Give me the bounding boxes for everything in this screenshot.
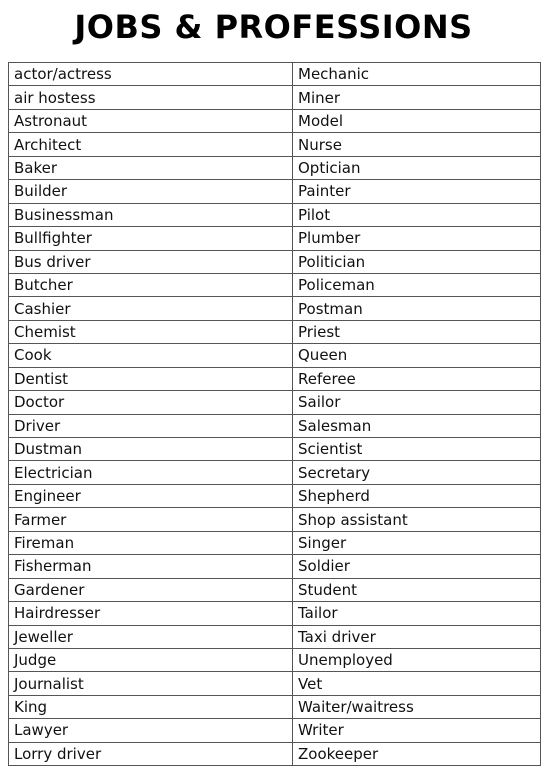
profession-cell-left: Engineer bbox=[9, 484, 293, 507]
profession-cell-right: Writer bbox=[293, 719, 541, 742]
profession-cell-left: Journalist bbox=[9, 672, 293, 695]
table-row bbox=[9, 391, 541, 414]
profession-cell-right: Policeman bbox=[293, 273, 541, 296]
profession-cell-right: Salesman bbox=[293, 414, 541, 437]
profession-cell-right: Referee bbox=[293, 367, 541, 390]
table-row bbox=[9, 250, 541, 273]
table-row bbox=[9, 273, 541, 296]
profession-cell-left: Astronaut bbox=[9, 109, 293, 132]
profession-cell-right: Optician bbox=[293, 156, 541, 179]
table-row bbox=[9, 133, 541, 156]
professions-table bbox=[8, 62, 541, 766]
table-row bbox=[9, 297, 541, 320]
table-row bbox=[9, 719, 541, 742]
profession-cell-left: Doctor bbox=[9, 391, 293, 414]
profession-cell-right: Student bbox=[293, 578, 541, 601]
profession-cell-left: Gardener bbox=[9, 578, 293, 601]
profession-cell-right: Nurse bbox=[293, 133, 541, 156]
table-row bbox=[9, 508, 541, 531]
profession-cell-left: Architect bbox=[9, 133, 293, 156]
profession-cell-left: Bullfighter bbox=[9, 227, 293, 250]
profession-cell-right: Vet bbox=[293, 672, 541, 695]
profession-cell-left: Lawyer bbox=[9, 719, 293, 742]
table-row bbox=[9, 695, 541, 718]
profession-cell-right: Secretary bbox=[293, 461, 541, 484]
profession-cell-right: Politician bbox=[293, 250, 541, 273]
profession-cell-right: Singer bbox=[293, 531, 541, 554]
table-row bbox=[9, 63, 541, 86]
profession-cell-right: Priest bbox=[293, 320, 541, 343]
profession-cell-left: Bus driver bbox=[9, 250, 293, 273]
profession-cell-right: Shepherd bbox=[293, 484, 541, 507]
profession-cell-right: Taxi driver bbox=[293, 625, 541, 648]
profession-cell-left: Dentist bbox=[9, 367, 293, 390]
profession-cell-left: Lorry driver bbox=[9, 742, 293, 765]
profession-cell-left: Dustman bbox=[9, 438, 293, 461]
profession-cell-left: Driver bbox=[9, 414, 293, 437]
table-row bbox=[9, 672, 541, 695]
table-row bbox=[9, 320, 541, 343]
table-row bbox=[9, 180, 541, 203]
profession-cell-right: Pilot bbox=[293, 203, 541, 226]
profession-cell-right: Painter bbox=[293, 180, 541, 203]
table-row bbox=[9, 531, 541, 554]
profession-cell-left: Fisherman bbox=[9, 555, 293, 578]
table-row bbox=[9, 648, 541, 671]
table-row bbox=[9, 367, 541, 390]
profession-cell-left: Businessman bbox=[9, 203, 293, 226]
table-row bbox=[9, 602, 541, 625]
table-row bbox=[9, 742, 541, 765]
profession-cell-right: Scientist bbox=[293, 438, 541, 461]
profession-cell-left: Butcher bbox=[9, 273, 293, 296]
profession-cell-left: Hairdresser bbox=[9, 602, 293, 625]
table-row bbox=[9, 109, 541, 132]
profession-cell-left: Chemist bbox=[9, 320, 293, 343]
profession-cell-right: Tailor bbox=[293, 602, 541, 625]
profession-cell-right: Queen bbox=[293, 344, 541, 367]
profession-cell-left: Cook bbox=[9, 344, 293, 367]
profession-cell-right: Mechanic bbox=[293, 63, 541, 86]
profession-cell-right: Sailor bbox=[293, 391, 541, 414]
profession-cell-right: Model bbox=[293, 109, 541, 132]
table-row bbox=[9, 86, 541, 109]
profession-cell-right: Zookeeper bbox=[293, 742, 541, 765]
profession-cell-left: King bbox=[9, 695, 293, 718]
profession-cell-left: Cashier bbox=[9, 297, 293, 320]
profession-cell-left: Farmer bbox=[9, 508, 293, 531]
table-row bbox=[9, 484, 541, 507]
profession-cell-left: Baker bbox=[9, 156, 293, 179]
table-row bbox=[9, 414, 541, 437]
profession-cell-left: Builder bbox=[9, 180, 293, 203]
profession-cell-right: Unemployed bbox=[293, 648, 541, 671]
profession-cell-right: Postman bbox=[293, 297, 541, 320]
table-row bbox=[9, 344, 541, 367]
table-row bbox=[9, 555, 541, 578]
profession-cell-right: Shop assistant bbox=[293, 508, 541, 531]
table-row bbox=[9, 227, 541, 250]
table-row bbox=[9, 156, 541, 179]
profession-cell-right: Waiter/waitress bbox=[293, 695, 541, 718]
table-row bbox=[9, 625, 541, 648]
profession-cell-left: air hostess bbox=[9, 86, 293, 109]
profession-cell-left: Judge bbox=[9, 648, 293, 671]
table-row bbox=[9, 438, 541, 461]
profession-cell-left: Jeweller bbox=[9, 625, 293, 648]
table-row bbox=[9, 578, 541, 601]
profession-cell-right: Plumber bbox=[293, 227, 541, 250]
page-title: JOBS & PROFESSIONS bbox=[74, 8, 473, 46]
table-body bbox=[9, 63, 541, 766]
table-row bbox=[9, 461, 541, 484]
profession-cell-right: Soldier bbox=[293, 555, 541, 578]
profession-cell-left: Electrician bbox=[9, 461, 293, 484]
table-row bbox=[9, 203, 541, 226]
profession-cell-right: Miner bbox=[293, 86, 541, 109]
profession-cell-left: Fireman bbox=[9, 531, 293, 554]
profession-cell-left: actor/actress bbox=[9, 63, 293, 86]
